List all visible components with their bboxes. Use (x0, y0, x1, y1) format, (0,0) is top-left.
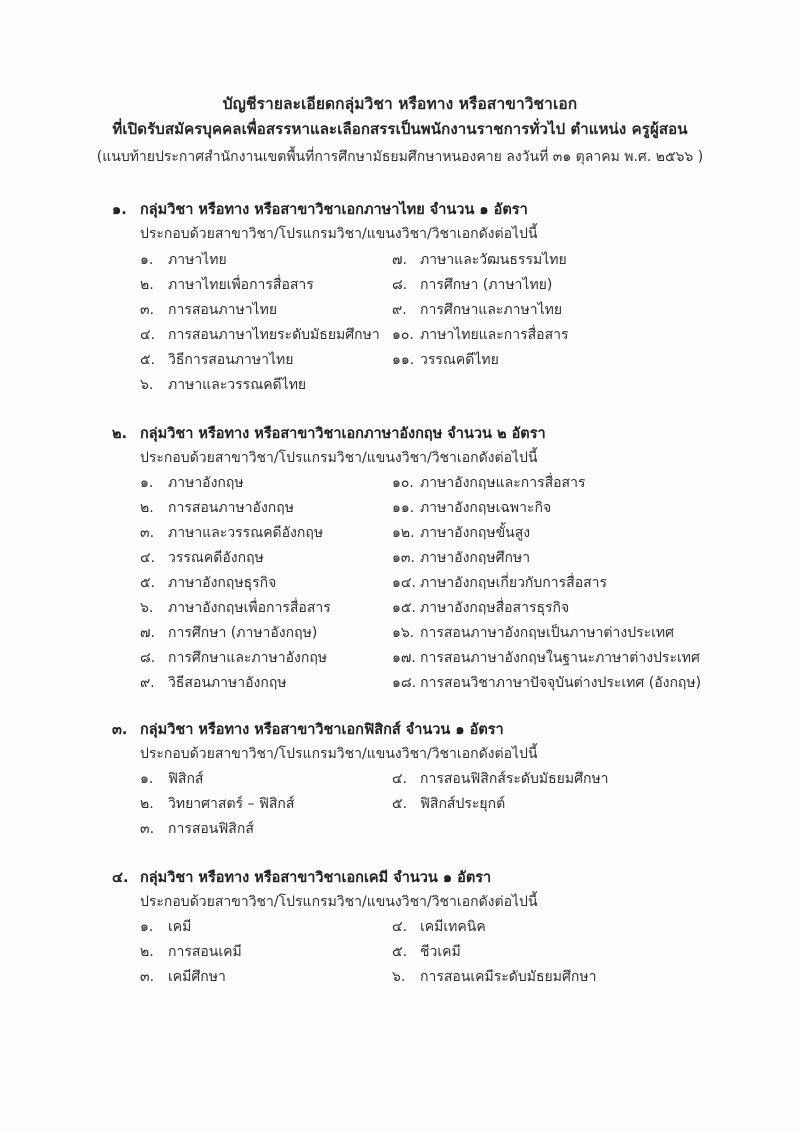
document-title-line-2: ที่เปิดรับสมัครบุคคลเพื่อสรรหาและเลือกสรรเป็นพนักงานราชการทั่วไป ตำแหน่ง ครูผู้สอน (112, 120, 688, 138)
subject-item-number: ๑. (140, 919, 154, 935)
subject-list-item (140, 348, 392, 373)
subject-item-number: ๙. (392, 302, 407, 318)
subject-item-number: ๑๒. (392, 525, 415, 541)
subject-item-number: ๓. (140, 969, 155, 985)
subject-list-item (392, 471, 760, 496)
subject-item-label: การสอนฟิสิกส์ระดับมัธยมศึกษา (420, 771, 609, 787)
subject-group-sections (0, 198, 800, 990)
subject-list-column-right (392, 767, 760, 817)
subject-item-label: ภาษาอังกฤษ (168, 475, 244, 491)
subject-item-number: ๕. (140, 352, 156, 368)
subject-list-item (140, 323, 392, 348)
document-title-line-1: บัญชีรายละเอียดกลุ่มวิชา หรือทาง หรือสาขาวิชาเอก (222, 95, 578, 113)
section-number: ๓. (112, 722, 128, 738)
subject-list-column-left (140, 915, 392, 990)
subject-item-label: การสอนภาษาอังกฤษในฐานะภาษาต่างประเทศ (420, 650, 700, 666)
subject-item-number: ๔. (392, 919, 408, 935)
subject-item-label: การสอนวิชาภาษาปัจจุบันต่างประเทศ (อังกฤษ) (420, 675, 702, 691)
subject-list-column-right (392, 915, 760, 990)
subject-item-number: ๓. (140, 302, 155, 318)
subject-item-number: ๑๑. (392, 500, 415, 516)
subject-item-label: การสอนฟิสิกส์ (168, 821, 254, 837)
section-heading (112, 422, 760, 446)
subject-list (140, 248, 760, 398)
subject-list-item (392, 496, 760, 521)
subject-item-number: ๒. (140, 796, 154, 812)
subject-list-item (140, 571, 392, 596)
subject-list-item (392, 596, 760, 621)
subject-item-number: ๑๓. (392, 550, 415, 566)
subject-list-column-left (140, 471, 392, 696)
subject-list-column-right (392, 248, 760, 373)
subject-item-number: ๗. (140, 625, 155, 641)
subject-item-label: ภาษาและวรรณคดีไทย (168, 377, 307, 393)
subject-item-label: ภาษาไทยและการสื่อสาร (420, 327, 569, 343)
subject-item-number: ๓. (140, 821, 155, 837)
subject-list-item (140, 671, 392, 696)
subject-item-label: การศึกษาและภาษาไทย (420, 302, 563, 318)
section-heading-text: กลุ่มวิชา หรือทาง หรือสาขาวิชาเอกเคมี จำนวน ๑ อัตรา (140, 870, 492, 886)
subject-group-section (112, 422, 760, 696)
subject-group-section (112, 198, 760, 398)
subject-item-number: ๓. (140, 525, 155, 541)
subject-item-label: ภาษาอังกฤษธุรกิจ (168, 575, 277, 591)
subject-item-label: การศึกษา (ภาษาไทย) (420, 277, 553, 293)
subject-list-item (392, 323, 760, 348)
subject-list-item (140, 298, 392, 323)
subject-item-number: ๒. (140, 277, 154, 293)
section-heading (112, 866, 760, 890)
subject-item-number: ๔. (392, 771, 408, 787)
subject-item-number: ๔. (140, 327, 156, 343)
subject-list-item (140, 915, 392, 940)
subject-list-item (140, 496, 392, 521)
document-header (0, 0, 800, 170)
subject-list-item (140, 248, 392, 273)
subject-item-label: วิธีการสอนภาษาไทย (168, 352, 294, 368)
subject-item-label: เคมี (168, 919, 192, 935)
subject-item-label: ภาษาอังกฤษสื่อสารธุรกิจ (420, 600, 570, 616)
subject-item-number: ๕. (392, 944, 408, 960)
subject-list-item (140, 373, 392, 398)
subject-list-item (392, 915, 760, 940)
subject-group-section (112, 718, 760, 842)
subject-item-number: ๑. (140, 252, 154, 268)
section-number: ๔. (112, 870, 129, 886)
subject-item-label: ภาษาไทย (168, 252, 227, 268)
subject-list (140, 471, 760, 696)
subject-item-number: ๑๐. (392, 327, 414, 343)
subject-item-label: ภาษาอังกฤษเกี่ยวกับการสื่อสาร (420, 575, 608, 591)
subject-item-label: ภาษาและวัฒนธรรมไทย (420, 252, 567, 268)
subject-item-number: ๑๔. (392, 575, 416, 591)
subject-list-item (392, 273, 760, 298)
subject-item-label: ภาษาอังกฤษขั้นสูง (420, 525, 531, 541)
subject-item-label: ภาษาอังกฤษและการสื่อสาร (420, 475, 586, 491)
subject-item-label: ภาษาอังกฤษเพื่อการสื่อสาร (168, 600, 331, 616)
subject-list (140, 915, 760, 990)
subject-item-number: ๒. (140, 944, 154, 960)
subject-item-number: ๑๗. (392, 650, 416, 666)
subject-item-label: การสอนภาษาไทยระดับมัธยมศึกษา (168, 327, 380, 343)
section-intro-text: ประกอบด้วยสาขาวิชา/โปรแกรมวิชา/แขนงวิชา/วิชาเอกดังต่อไปนี้ (140, 894, 538, 910)
subject-item-number: ๑๖. (392, 625, 415, 641)
subject-item-label: การสอนภาษาไทย (168, 302, 278, 318)
subject-item-number: ๘. (392, 277, 408, 293)
subject-item-number: ๗. (392, 252, 407, 268)
subject-item-number: ๑๑. (392, 352, 415, 368)
subject-list-item (140, 792, 392, 817)
subject-list-item (140, 471, 392, 496)
subject-item-number: ๖. (140, 377, 154, 393)
subject-list-item (392, 298, 760, 323)
subject-item-label: การสอนเคมี (168, 944, 242, 960)
subject-list-item (392, 546, 760, 571)
section-number: ๑. (112, 202, 127, 218)
subject-item-label: ภาษาอังกฤษเฉพาะกิจ (420, 500, 552, 516)
subject-list-column-right (392, 471, 760, 696)
subject-list (140, 767, 760, 842)
section-heading (112, 718, 760, 742)
subject-list-item (392, 521, 760, 546)
subject-list-column-left (140, 248, 392, 398)
subject-list-item (392, 248, 760, 273)
subject-list-column-left (140, 767, 392, 842)
subject-item-label: การสอนภาษาอังกฤษเป็นภาษาต่างประเทศ (420, 625, 675, 641)
subject-item-number: ๑๐. (392, 475, 414, 491)
subject-list-item (392, 792, 760, 817)
subject-list-item (140, 546, 392, 571)
subject-item-number: ๖. (140, 600, 154, 616)
subject-item-number: ๖. (392, 969, 406, 985)
subject-list-item (140, 646, 392, 671)
subject-list-item (392, 965, 760, 990)
document-subtitle: (แนบท้ายประกาศสำนักงานเขตพื้นที่การศึกษามัธยมศึกษาหนองคาย ลงวันที่ ๓๑ ตุลาคม พ.ศ. ๒๕๖๖ ) (96, 149, 704, 165)
subject-list-item (392, 348, 760, 373)
subject-item-label: การสอนภาษาอังกฤษ (168, 500, 294, 516)
subject-item-label: วิธีสอนภาษาอังกฤษ (168, 675, 287, 691)
subject-item-number: ๕. (392, 796, 408, 812)
section-number: ๒. (112, 426, 128, 442)
subject-item-label: ภาษาไทยเพื่อการสื่อสาร (168, 277, 314, 293)
subject-list-item (140, 596, 392, 621)
subject-list-item (140, 621, 392, 646)
subject-item-number: ๑. (140, 771, 154, 787)
subject-list-item (392, 767, 760, 792)
subject-item-label: ชีวเคมี (420, 944, 461, 960)
subject-item-number: ๕. (140, 575, 156, 591)
subject-item-label: วรรณคดีอังกฤษ (168, 550, 264, 566)
subject-list-item (392, 621, 760, 646)
subject-item-number: ๑๘. (392, 675, 417, 691)
section-intro-text: ประกอบด้วยสาขาวิชา/โปรแกรมวิชา/แขนงวิชา/วิชาเอกดังต่อไปนี้ (140, 226, 538, 242)
subject-item-label: วิทยาศาสตร์ – ฟิสิกส์ (168, 796, 295, 812)
section-intro-text: ประกอบด้วยสาขาวิชา/โปรแกรมวิชา/แขนงวิชา/วิชาเอกดังต่อไปนี้ (140, 450, 538, 466)
section-heading-text: กลุ่มวิชา หรือทาง หรือสาขาวิชาเอกภาษาอังกฤษ จำนวน ๒ อัตรา (140, 426, 546, 442)
subject-list-item (140, 521, 392, 546)
subject-list-item (392, 671, 760, 696)
subject-item-label: เคมีเทคนิค (420, 919, 486, 935)
subject-item-number: ๙. (140, 675, 155, 691)
subject-list-item (140, 817, 392, 842)
subject-item-label: ฟิสิกส์ (168, 771, 204, 787)
subject-list-item (140, 767, 392, 792)
section-heading-text: กลุ่มวิชา หรือทาง หรือสาขาวิชาเอกฟิสิกส์ จำนวน ๑ อัตรา (140, 722, 504, 738)
subject-list-item (392, 940, 760, 965)
subject-list-item (140, 965, 392, 990)
subject-item-label: เคมีศึกษา (168, 969, 226, 985)
subject-item-label: ภาษาและวรรณคดีอังกฤษ (168, 525, 324, 541)
section-intro-text: ประกอบด้วยสาขาวิชา/โปรแกรมวิชา/แขนงวิชา/วิชาเอกดังต่อไปนี้ (140, 746, 538, 762)
subject-group-section (112, 866, 760, 990)
subject-item-label: ฟิสิกส์ประยุกต์ (420, 796, 506, 812)
subject-list-item (140, 940, 392, 965)
subject-item-label: การศึกษาและภาษาอังกฤษ (168, 650, 328, 666)
subject-item-label: วรรณคดีไทย (420, 352, 499, 368)
subject-list-item (140, 273, 392, 298)
subject-item-number: ๒. (140, 500, 154, 516)
subject-item-number: ๔. (140, 550, 156, 566)
subject-item-number: ๑. (140, 475, 154, 491)
subject-item-label: ภาษาอังกฤษศึกษา (420, 550, 531, 566)
subject-item-label: การศึกษา (ภาษาอังกฤษ) (168, 625, 318, 641)
subject-list-item (392, 571, 760, 596)
subject-item-label: การสอนเคมีระดับมัธยมศึกษา (420, 969, 597, 985)
subject-item-number: ๑๕. (392, 600, 416, 616)
subject-list-item (392, 646, 760, 671)
subject-item-number: ๘. (140, 650, 156, 666)
section-heading (112, 198, 760, 222)
section-heading-text: กลุ่มวิชา หรือทาง หรือสาขาวิชาเอกภาษาไทย จำนวน ๑ อัตรา (140, 202, 528, 218)
